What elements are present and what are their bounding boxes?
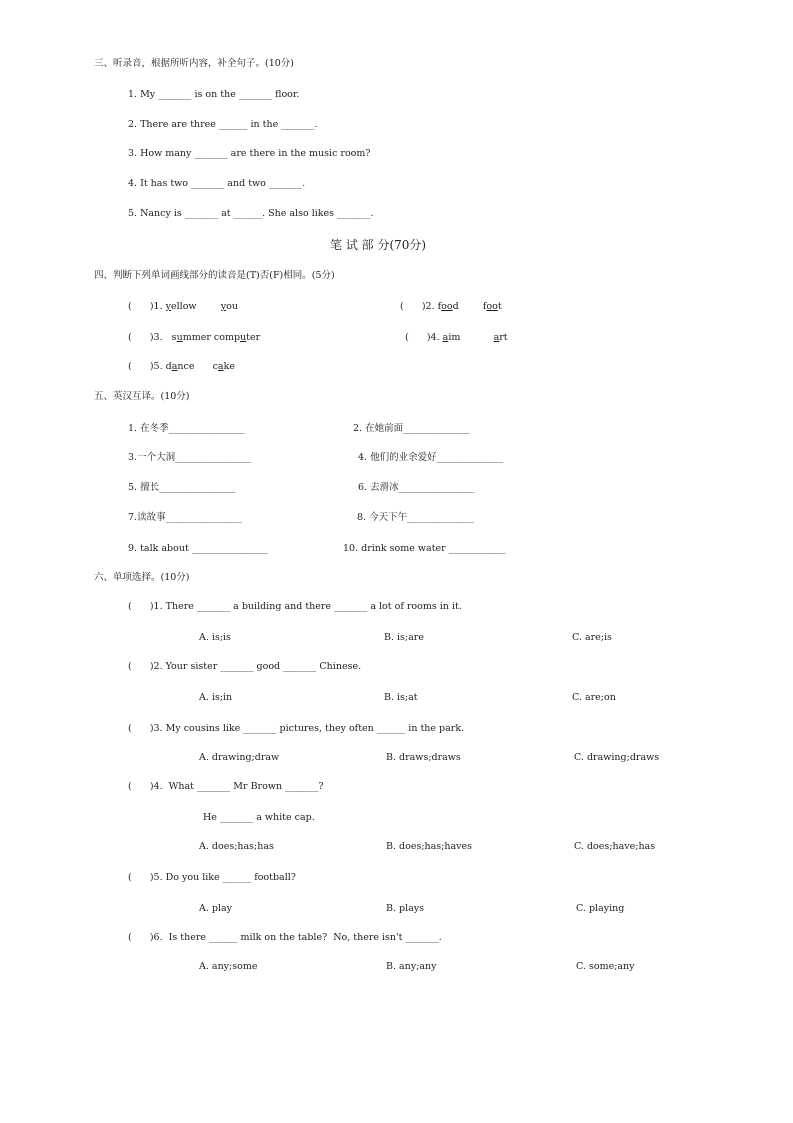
choice-5-option-c: C. playing bbox=[576, 903, 625, 914]
choice-5-option-b: B. plays bbox=[386, 903, 425, 914]
translation-item-7: 7.读故事________________ bbox=[128, 512, 242, 523]
listening-item-4: 4. It has two _______ and two _______. bbox=[128, 178, 306, 189]
listening-item-2: 2. There are three ______ in the _______. bbox=[128, 119, 318, 130]
translation-item-8: 8. 今天下午______________ bbox=[357, 512, 474, 523]
choice-question-4: ( )4. What _______ Mr Brown _______? bbox=[128, 781, 324, 792]
section4-title: 四、判断下列单词画线部分的读音是(T)否(F)相同。(5分) bbox=[94, 270, 335, 281]
choice-question-2: ( )2. Your sister _______ good _______ Chinese. bbox=[128, 661, 362, 672]
phonics-item-3: ( )3. summer computer bbox=[128, 332, 261, 343]
choice-4-option-a: A. does;has;has bbox=[199, 841, 274, 852]
choice-1-option-a: A. is;is bbox=[199, 632, 231, 643]
listening-item-1: 1. My _______ is on the _______ floor. bbox=[128, 89, 300, 100]
phonics-item-5: ( )5. dance cake bbox=[128, 361, 235, 372]
choice-1-option-b: B. is;are bbox=[384, 632, 424, 643]
choice-6-option-a: A. any;some bbox=[199, 961, 258, 972]
translation-item-1: 1. 在冬季________________ bbox=[128, 423, 245, 434]
translation-item-10: 10. drink some water ____________ bbox=[343, 543, 506, 554]
listening-item-3: 3. How many _______ are there in the music room? bbox=[128, 148, 371, 159]
section3-title: 三、听录音，根据所听内容，补全句子。(10分) bbox=[94, 58, 295, 69]
choice-2-option-b: B. is;at bbox=[384, 692, 418, 703]
choice-question-5: ( )5. Do you like ______ football? bbox=[128, 872, 296, 883]
translation-item-3: 3.一个大洞________________ bbox=[128, 452, 252, 463]
written-section-title: 笔 试 部 分(70分) bbox=[330, 238, 427, 252]
choice-4-option-c: C. does;have;has bbox=[574, 841, 656, 852]
choice-4-option-b: B. does;has;haves bbox=[386, 841, 473, 852]
choice-question-6: ( )6. Is there ______ milk on the table? No, there isn't _______. bbox=[128, 932, 442, 943]
choice-3-option-a: A. drawing;draw bbox=[199, 752, 280, 763]
translation-item-2: 2. 在她前面______________ bbox=[353, 423, 470, 434]
phonics-item-4: ( )4. aim art bbox=[405, 332, 508, 343]
choice-6-option-c: C. some;any bbox=[576, 961, 635, 972]
choice-question-3: ( )3. My cousins like _______ pictures, they often ______ in the park. bbox=[128, 723, 465, 734]
section6-title: 六、单项选择。(10分) bbox=[94, 572, 190, 583]
phonics-item-2: ( )2. food foot bbox=[400, 301, 502, 312]
phonics-item-1: ( )1. yellow you bbox=[128, 301, 238, 312]
choice-1-option-c: C. are;is bbox=[572, 632, 612, 643]
translation-item-9: 9. talk about ________________ bbox=[128, 543, 268, 554]
choice-question-4-line2: He _______ a white cap. bbox=[203, 812, 315, 823]
section5-title: 五、英汉互译。(10分) bbox=[94, 391, 190, 402]
choice-3-option-c: C. drawing;draws bbox=[574, 752, 660, 763]
choice-3-option-b: B. draws;draws bbox=[386, 752, 461, 763]
translation-item-4: 4. 他们的业余爱好______________ bbox=[358, 452, 504, 463]
choice-6-option-b: B. any;any bbox=[386, 961, 437, 972]
translation-item-5: 5. 擅长________________ bbox=[128, 482, 236, 493]
choice-5-option-a: A. play bbox=[199, 903, 233, 914]
choice-2-option-a: A. is;in bbox=[199, 692, 233, 703]
choice-2-option-c: C. are;on bbox=[572, 692, 616, 703]
choice-question-1: ( )1. There _______ a building and there _______ a lot of rooms in it. bbox=[128, 601, 462, 612]
listening-item-5: 5. Nancy is _______ at ______. She also likes _______. bbox=[128, 208, 374, 219]
translation-item-6: 6. 去滑冰________________ bbox=[358, 482, 475, 493]
